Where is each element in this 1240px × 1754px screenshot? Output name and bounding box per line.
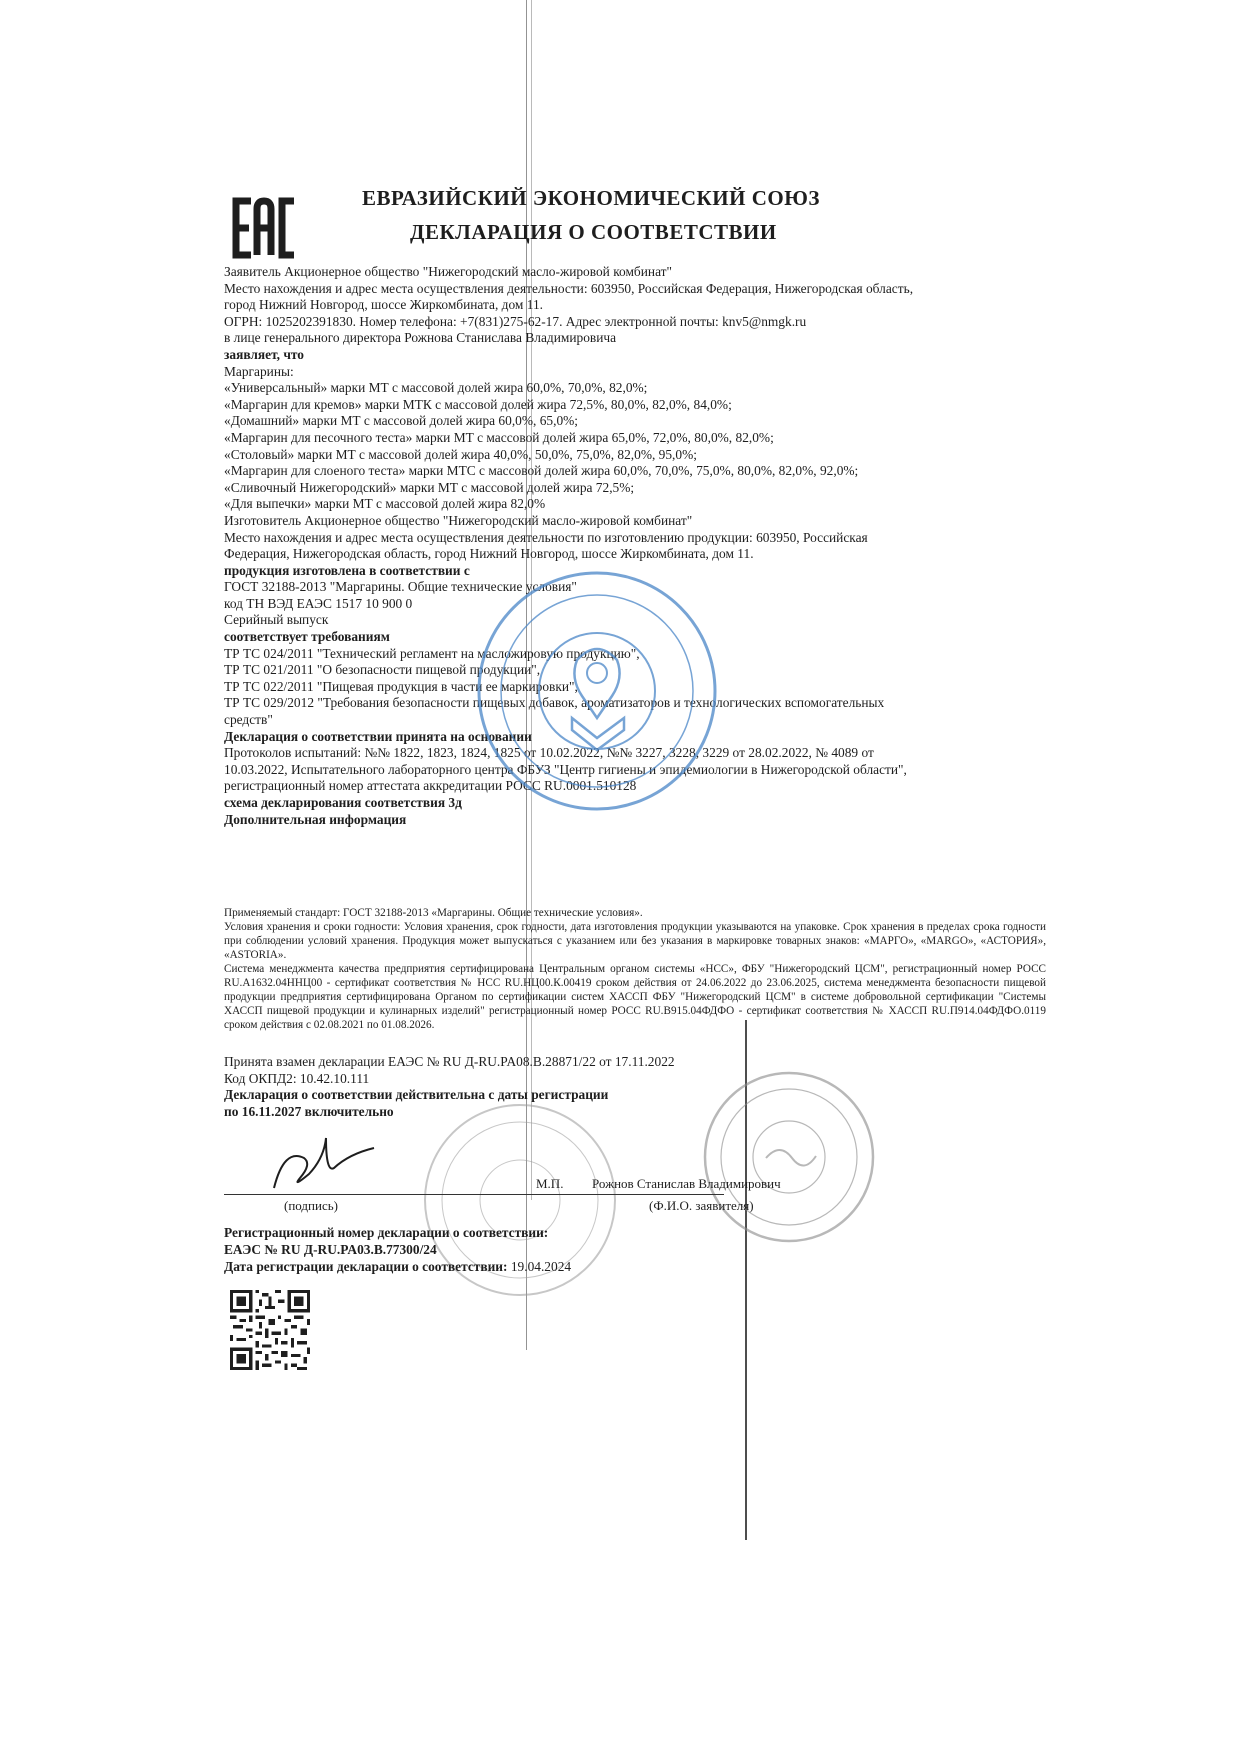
product-item: «Домашний» марки МТ с массовой долей жира 60,0%, 65,0%; <box>224 413 579 429</box>
additional-paragraph: Условия хранения и сроки годности: Условия хранения, срок годности, дата изготовления продукции указываются на упаковке. Срок хранения в пределах срока годности при соблюдении условий хранения. Продукция может выпускаться с указанием или без указания в маркировке товарных знаков: «МАРГО», «MARGO», «АСТОРИЯ», «ASTORIA». <box>224 921 1046 961</box>
manufacturer-address: Место нахождения и адрес места осуществления деятельности по изготовлению продукции: 603950, Российская <box>224 529 868 545</box>
product-item: «Столовый» марки МТ с массовой долей жира 40,0%, 50,0%, 75,0%, 82,0%, 95,0%; <box>224 446 697 462</box>
signature-row <box>224 1172 884 1216</box>
requirement-item: ТР ТС 022/2011 "Пищевая продукция в части ее маркировки", <box>224 678 578 694</box>
tn-ved-code: код ТН ВЭД ЕАЭС 1517 10 900 0 <box>224 595 413 611</box>
applicant-address: Место нахождения и адрес места осуществления деятельности: 603950, Российская Федерация, Нижегородская область, <box>224 280 914 296</box>
signature-underline <box>224 1194 724 1195</box>
handwritten-signature <box>264 1128 384 1198</box>
standard-heading: продукция изготовлена в соответствии с <box>224 562 470 578</box>
registration-number: ЕАЭС № RU Д-RU.PA03.B.77300/24 <box>224 1242 437 1257</box>
requirement-item: ТР ТС 024/2011 "Технический регламент на масложировую продукцию", <box>224 645 640 661</box>
additional-heading: Дополнительная информация <box>224 811 407 827</box>
basis-accreditation: регистрационный номер аттестата аккредитации РОСС RU.0001.510128 <box>224 778 637 794</box>
additional-paragraph: Применяемый стандарт: ГОСТ 32188-2013 «Маргарины. Общие технические условия». <box>224 907 643 919</box>
stamp-place-label: М.П. <box>536 1176 564 1191</box>
signatory-name: Рожнов Станислав Владимирович <box>592 1176 781 1191</box>
product-item: «Маргарин для слоеного теста» марки МТС с массовой долей жира 60,0%, 70,0%, 75,0%, 80,0%, 82,0%, 92,0%; <box>224 463 859 479</box>
registration-date-line <box>224 1258 824 1275</box>
basis-protocols: Протоколов испытаний: №№ 1822, 1823, 1824, 1825 от 10.02.2022, №№ 3227, 3228, 3229 от 28.02.2022, № 4089 от <box>224 745 874 761</box>
document-title: ДЕКЛАРАЦИЯ О СООТВЕТСТВИИ <box>410 220 777 244</box>
validity-line: Декларация о соответствии действительна с даты регистрации <box>224 1087 609 1103</box>
product-item: «Сливочный Нижегородский» марки МТ с массовой долей жира 72,5%; <box>224 479 635 495</box>
applicant-representative: в лице генерального директора Рожнова Станислава Владимировича <box>224 330 617 346</box>
requirement-item: средств" <box>224 712 273 728</box>
eac-logo <box>232 197 300 259</box>
additional-info <box>224 906 1046 1032</box>
okpd-code: Код ОКПД2: 10.42.10.111 <box>224 1070 370 1086</box>
union-title: ЕВРАЗИЙСКИЙ ЭКОНОМИЧЕСКИЙ СОЮЗ <box>362 186 820 210</box>
round-stamp <box>700 1068 878 1246</box>
additional-paragraph: Система менеджмента качества предприятия сертифицирована Центральным органом системы «НСС», ФБУ "Нижегородский ЦСМ", регистрационный номер РОСС RU.A1632.04ННЦ00 - сертификат соответствия № НСС RU.НЦ00.К.00419 сроком действия от 24.06.2022 до 23.06.2025, система менеджмента безопасности пищевой продукции предприятия сертифицирована Органом по сертификации систем ХАССП ФБУ "Нижегородский ЦСМ" в системе добровольной сертификации "Системы ХАССП пищевой продукции и кулинарных изделий" регистрационный номер РОСС RU.B915.04ФДФО - сертификат соответствия № ХАССП RU.П914.04ФДФО.0119 сроком действия с 02.08.2021 по 01.08.2026. <box>224 963 1046 1031</box>
requirement-item: ТР ТС 021/2011 "О безопасности пищевой продукции", <box>224 662 541 678</box>
product-item: «Маргарин для песочного теста» марки МТ с массовой долей жира 65,0%, 72,0%, 80,0%, 82,0%; <box>224 429 774 445</box>
products-heading: Маргарины: <box>224 363 294 379</box>
manufacturer-line: Изготовитель Акционерное общество "Нижегородский масло-жировой комбинат" <box>224 512 693 528</box>
manufacturer-address-cont: Федерация, Нижегородская область, город Нижний Новгород, шоссе Жиркомбината, дом 11. <box>224 546 754 562</box>
validity-date: по 16.11.2027 включительно <box>224 1103 394 1119</box>
qr-code <box>230 1290 310 1370</box>
name-caption: (Ф.И.О. заявителя) <box>649 1198 754 1213</box>
requirement-item: ТР ТС 029/2012 "Требования безопасности пищевых добавок, ароматизаторов и технологических вспомогательных <box>224 695 885 711</box>
registration-block <box>224 1224 824 1275</box>
gost-line: ГОСТ 32188-2013 "Маргарины. Общие технические условия" <box>224 579 577 595</box>
applicant-address-cont: город Нижний Новгород, шоссе Жиркомбината, дом 11. <box>224 297 543 313</box>
serial-release: Серийный выпуск <box>224 612 329 628</box>
blue-seal-stamp <box>474 568 720 814</box>
registration-date-label: Дата регистрации декларации о соответствии: <box>224 1259 508 1274</box>
requirements-heading: соответствует требованиям <box>224 629 390 645</box>
declaration-scheme: схема декларирования соответствия 3д <box>224 795 462 810</box>
basis-heading: Декларация о соответствии принята на основании <box>224 728 532 744</box>
product-item: «Для выпечки» марки МТ с массовой долей жира 82,0% <box>224 496 546 512</box>
applicant-contacts: ОГРН: 1025202391830. Номер телефона: +7(831)275-62-17. Адрес электронной почты: knv5@nmgk.ru <box>224 313 807 329</box>
registration-label: Регистрационный номер декларации о соответствии: <box>224 1225 549 1240</box>
replacement-line: Принята взамен декларации ЕАЭС № RU Д-RU.PA08.B.28871/22 от 17.11.2022 <box>224 1054 675 1069</box>
registration-date: 19.04.2024 <box>510 1259 572 1274</box>
basis-lab: 10.03.2022, Испытательного лабораторного центра ФБУЗ "Центр гигиены и эпидемиологии в Нижегородской области", <box>224 761 907 777</box>
product-item: «Универсальный» марки МТ с массовой долей жира 60,0%, 70,0%, 82,0%; <box>224 380 648 396</box>
signature-caption: (подпись) <box>284 1198 338 1213</box>
declares-label: заявляет, что <box>224 346 304 362</box>
applicant-line: Заявитель Акционерное общество "Нижегородский масло-жировой комбинат" <box>224 264 672 279</box>
product-item: «Маргарин для кремов» марки МТК с массовой долей жира 72,5%, 80,0%, 82,0%, 84,0%; <box>224 396 732 412</box>
